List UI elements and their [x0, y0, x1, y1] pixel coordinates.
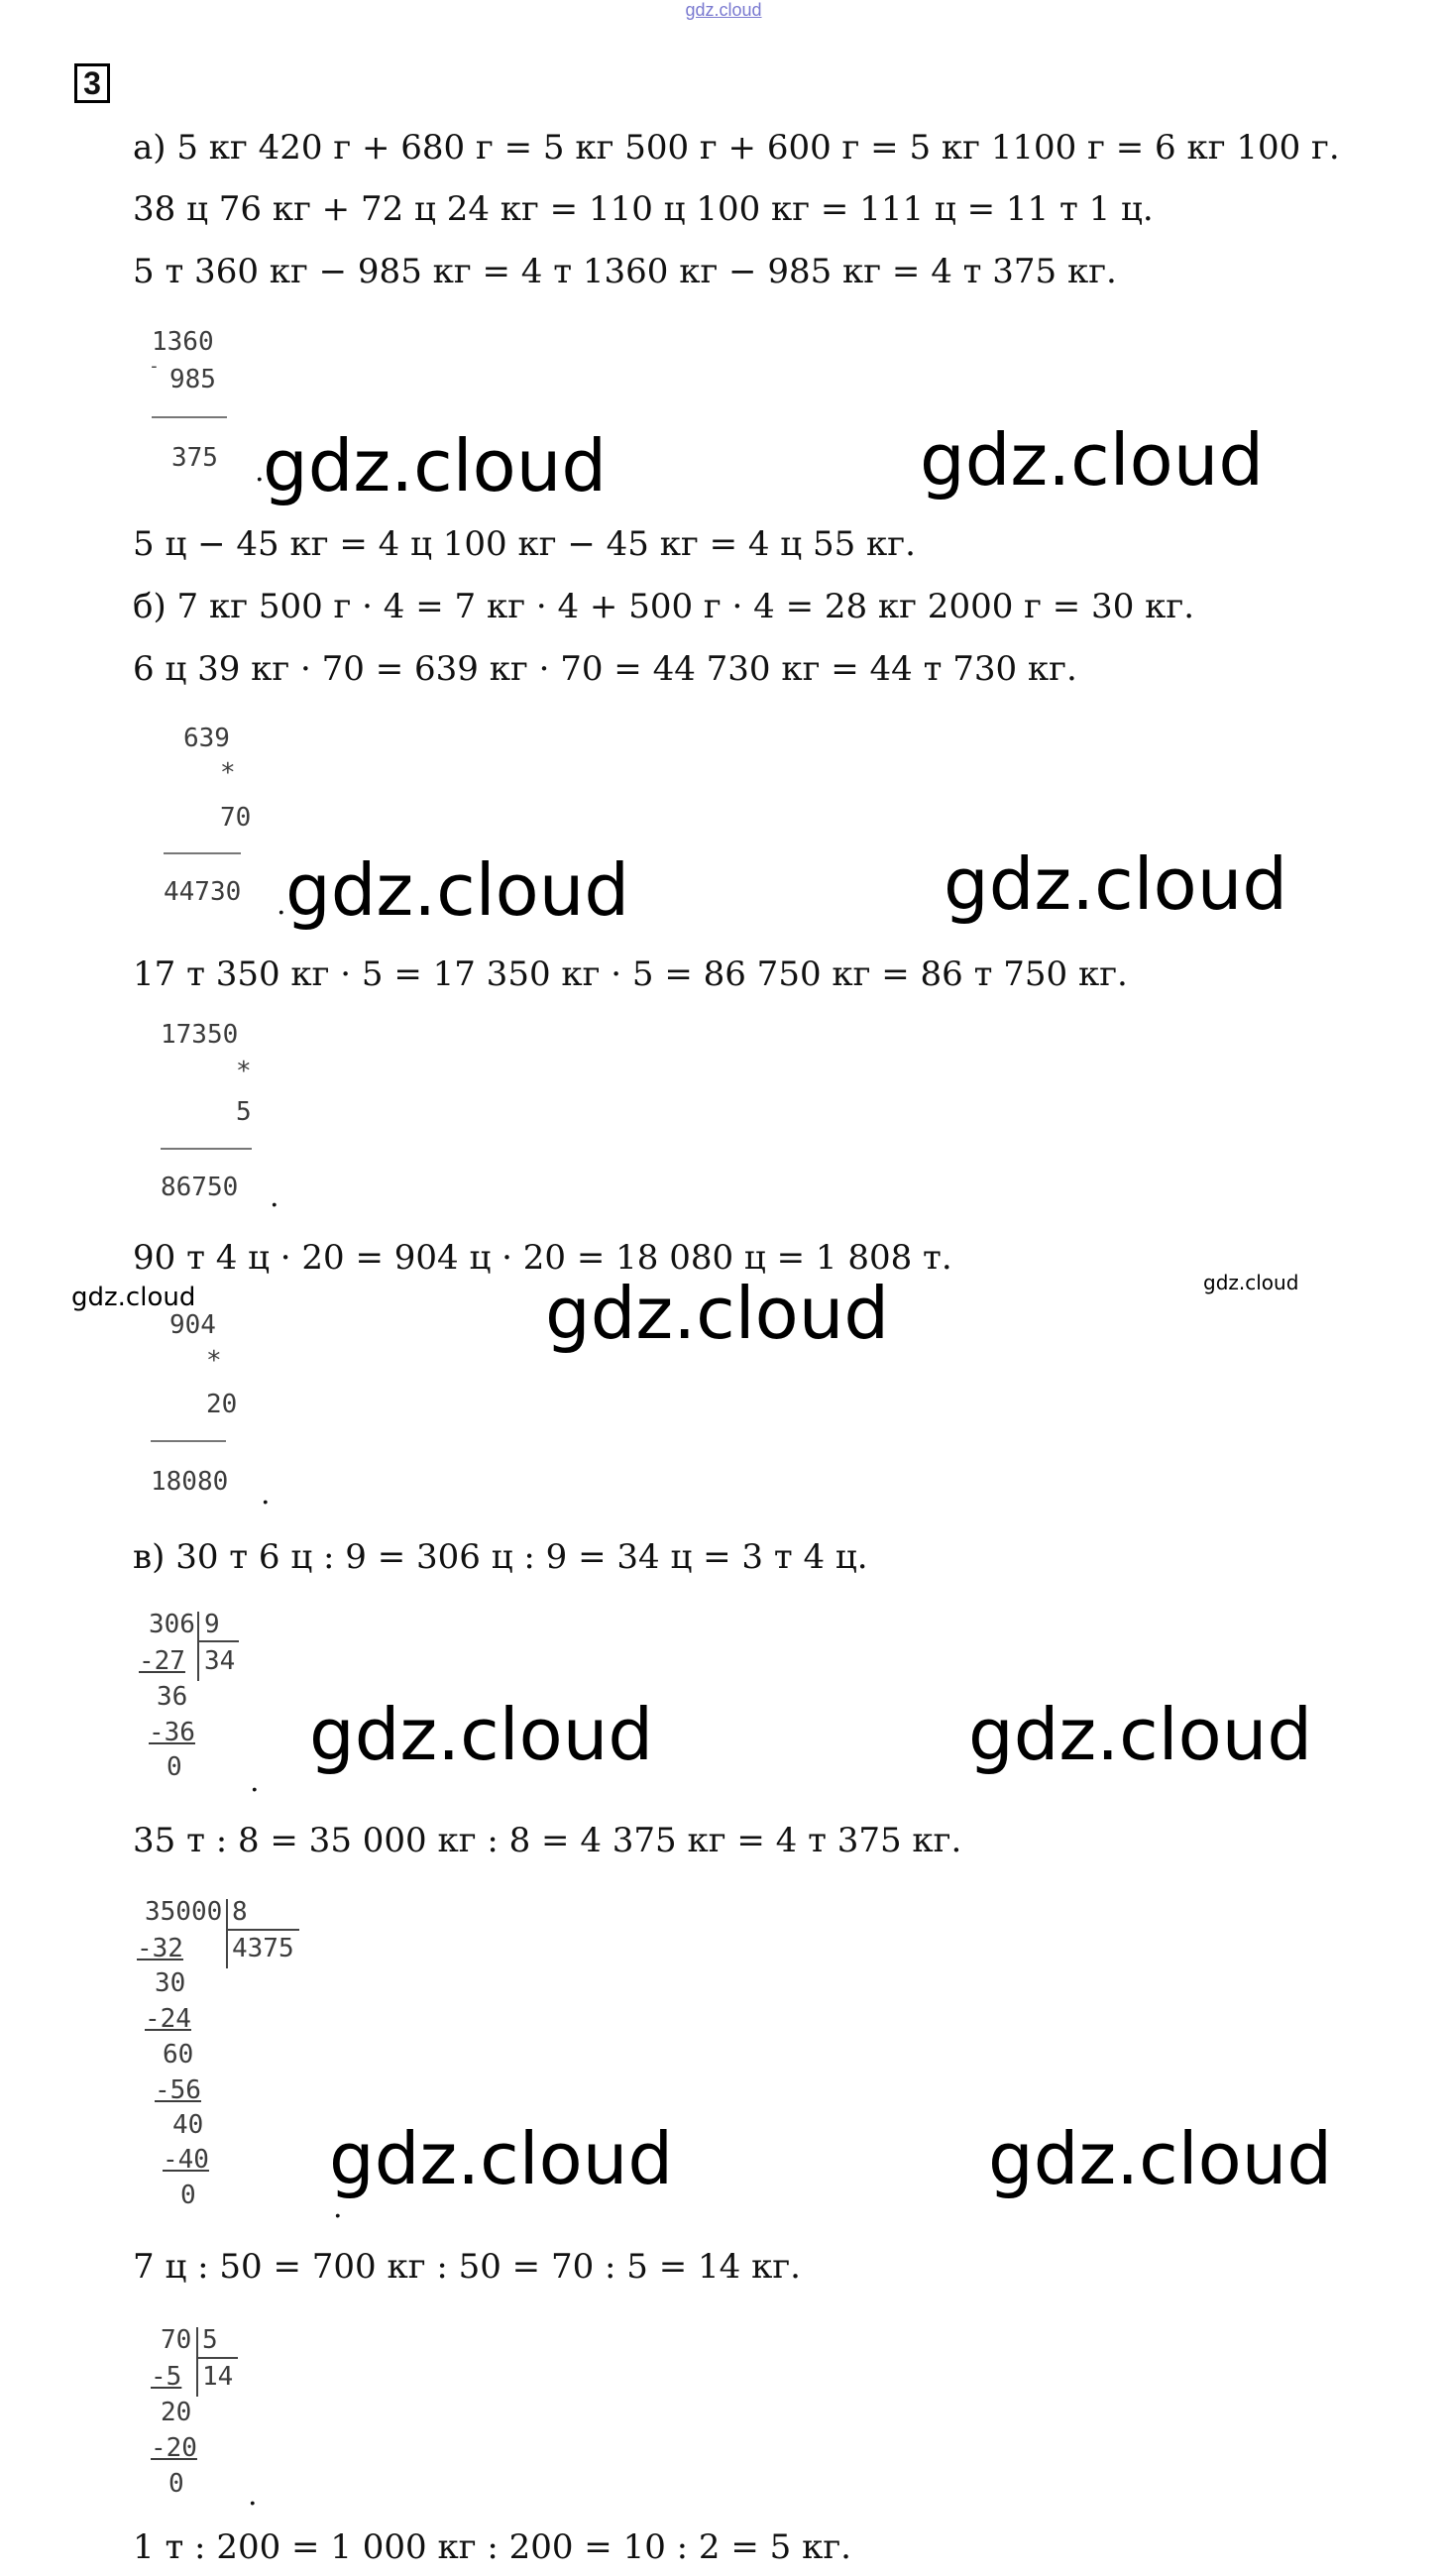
watermark-small: gdz.cloud	[71, 1283, 196, 1312]
div-divisor: 8	[232, 1897, 248, 1927]
calc-multiply-sign: *	[206, 1346, 222, 1376]
watermark: gdz.cloud	[988, 2117, 1333, 2200]
dot-mark: .	[270, 1179, 279, 1214]
watermark: gdz.cloud	[263, 424, 608, 507]
div-step: -56	[155, 2075, 201, 2105]
div-step: 30	[155, 1968, 186, 1998]
calc-rule	[164, 852, 241, 854]
div-step: 20	[161, 2398, 192, 2427]
solution-line-10: 35 т : 8 = 35 000 кг : 8 = 4 375 кг = 4 т 375 кг.	[133, 1821, 962, 1860]
calc-result: 375	[171, 443, 218, 473]
div-quotient: 4375	[232, 1934, 294, 1963]
div-horizontal-bar	[197, 1640, 239, 1642]
div-step: -27	[139, 1646, 185, 1676]
div-horizontal-bar	[226, 1929, 299, 1931]
calc-operand-2: 985	[169, 365, 216, 394]
solution-line-3: 5 т 360 кг − 985 кг = 4 т 1360 кг − 985 кг = 4 т 375 кг.	[133, 252, 1117, 291]
div-step: -20	[151, 2433, 197, 2463]
div-step: 0	[168, 2469, 184, 2499]
dot-mark: .	[277, 887, 286, 922]
solution-line-1: а) 5 кг 420 г + 680 г = 5 кг 500 г + 600 г = 5 кг 1100 г = 6 кг 100 г.	[133, 128, 1340, 168]
dot-mark: .	[333, 2190, 343, 2225]
watermark-small: gdz.cloud	[1203, 1271, 1299, 1294]
dot-mark: .	[248, 2478, 258, 2513]
solution-line-7: 17 т 350 кг · 5 = 17 350 кг · 5 = 86 750 кг = 86 т 750 кг.	[133, 954, 1128, 994]
watermark: gdz.cloud	[944, 842, 1288, 926]
calc-operand-1: 904	[169, 1310, 216, 1340]
div-horizontal-bar	[196, 2357, 238, 2359]
calc-operand-1: 17350	[161, 1020, 239, 1050]
calc-minus-sign: -	[149, 356, 160, 377]
div-dividend: 70	[161, 2325, 192, 2355]
watermark: gdz.cloud	[920, 418, 1265, 502]
div-dividend: 35000	[145, 1897, 223, 1927]
dot-mark: .	[261, 1477, 271, 1512]
calc-operand-2: 70	[220, 803, 252, 833]
dot-mark: .	[250, 1764, 260, 1799]
div-step: 0	[167, 1752, 182, 1782]
watermark: gdz.cloud	[285, 848, 630, 932]
calc-operand-2: 5	[236, 1097, 252, 1127]
div-step: -32	[137, 1934, 183, 1963]
div-vertical-bar	[196, 2327, 198, 2397]
calc-result: 44730	[164, 877, 242, 907]
watermark: gdz.cloud	[968, 1693, 1313, 1776]
div-divisor: 9	[204, 1610, 220, 1639]
div-vertical-bar	[197, 1612, 199, 1681]
watermark: gdz.cloud	[329, 2117, 674, 2200]
solution-line-2: 38 ц 76 кг + 72 ц 24 кг = 110 ц 100 кг = 111 ц = 11 т 1 ц.	[133, 189, 1154, 229]
solution-line-5: б) 7 кг 500 г · 4 = 7 кг · 4 + 500 г · 4 = 28 кг 2000 г = 30 кг.	[133, 587, 1194, 626]
div-step: 40	[172, 2110, 204, 2140]
div-step: -40	[163, 2145, 209, 2175]
div-step: -5	[151, 2362, 182, 2392]
div-step: 0	[180, 2181, 196, 2210]
calc-operand-1: 639	[183, 724, 230, 753]
div-step: 36	[157, 1682, 188, 1712]
solution-line-11: 7 ц : 50 = 700 кг : 50 = 70 : 5 = 14 кг.	[133, 2247, 801, 2287]
div-step: 60	[163, 2040, 194, 2070]
solution-line-6: 6 ц 39 кг · 70 = 639 кг · 70 = 44 730 кг = 44 т 730 кг.	[133, 649, 1077, 689]
calc-rule	[152, 416, 227, 418]
watermark: gdz.cloud	[309, 1693, 654, 1776]
div-dividend: 306	[149, 1610, 195, 1639]
solution-line-8: 90 т 4 ц · 20 = 904 ц · 20 = 18 080 ц = 1 808 т.	[133, 1238, 952, 1278]
dot-mark: .	[255, 454, 265, 489]
div-step: -36	[149, 1718, 195, 1747]
calc-multiply-sign: *	[220, 758, 236, 788]
div-vertical-bar	[226, 1899, 228, 1968]
calc-multiply-sign: *	[236, 1057, 252, 1086]
calc-result: 86750	[161, 1173, 239, 1202]
header-watermark: gdz.cloud	[685, 0, 762, 20]
div-quotient: 34	[204, 1646, 236, 1676]
div-step: -24	[145, 2004, 191, 2034]
task-number: 3	[74, 63, 110, 103]
div-quotient: 14	[202, 2362, 234, 2392]
calc-rule	[151, 1440, 226, 1442]
solution-line-12: 1 т : 200 = 1 000 кг : 200 = 10 : 2 = 5 кг.	[133, 2527, 851, 2567]
solution-line-9: в) 30 т 6 ц : 9 = 306 ц : 9 = 34 ц = 3 т 4 ц.	[133, 1537, 868, 1577]
calc-rule	[161, 1148, 252, 1150]
calc-operand-1: 1360	[152, 327, 214, 357]
div-divisor: 5	[202, 2325, 218, 2355]
watermark: gdz.cloud	[545, 1272, 890, 1355]
calc-operand-2: 20	[206, 1390, 238, 1419]
calc-result: 18080	[151, 1467, 229, 1497]
solution-line-4: 5 ц − 45 кг = 4 ц 100 кг − 45 кг = 4 ц 55 кг.	[133, 524, 916, 564]
